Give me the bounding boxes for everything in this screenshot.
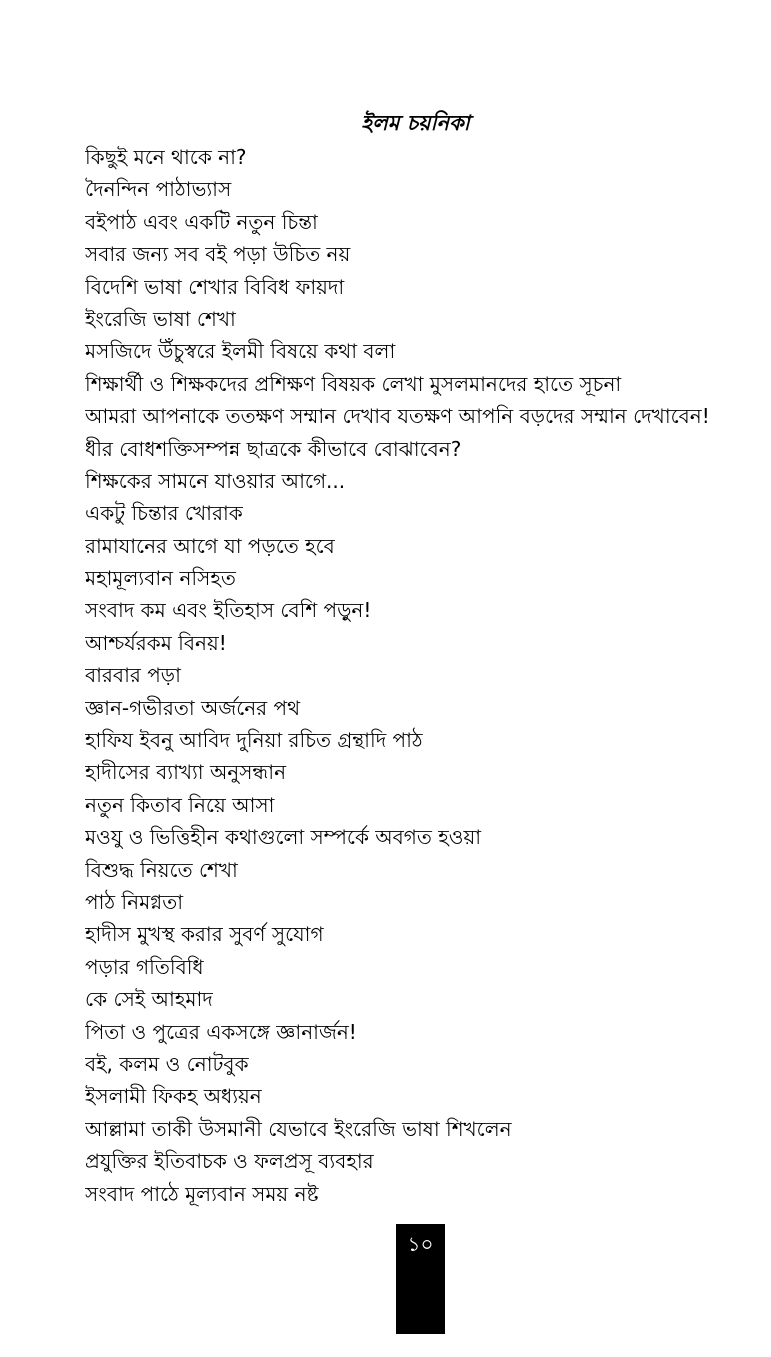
toc-entry: বিশুদ্ধ নিয়তে শেখা [85, 857, 238, 882]
toc-entry: বারবার পড়া [85, 663, 181, 688]
toc-entry: সংবাদ পাঠে মূল্যবান সময় নষ্ট [85, 1181, 319, 1206]
toc-entry: আল্লামা তাকী উসমানী যেভাবে ইংরেজি ভাষা শিখলেন [85, 1116, 512, 1141]
toc-entry: পিতা ও পুত্রের একসঙ্গে জ্ঞানার্জন! [85, 1019, 357, 1044]
toc-entry: আমরা আপনাকে ততক্ষণ সম্মান দেখাব যতক্ষণ আপনি বড়দের সম্মান দেখাবেন! [85, 404, 710, 429]
toc-entry: একটু চিন্তার খোরাক [85, 501, 243, 526]
toc-entry: হাদীস মুখস্থ করার সুবর্ণ সুযোগ [85, 922, 324, 947]
toc-entry: পড়ার গতিবিধি [85, 954, 204, 979]
table-of-contents [85, 141, 765, 1210]
toc-entry: শিক্ষার্থী ও শিক্ষকদের প্রশিক্ষণ বিষয়ক লেখা মুসলমানদের হাতে সূচনা [85, 371, 622, 396]
page-number-tab [396, 1224, 445, 1334]
toc-entry: কে সেই আহমাদ [85, 987, 213, 1012]
toc-entry: মসজিদে উঁচুস্বরে ইলমী বিষয়ে কথা বলা [85, 339, 396, 364]
toc-entry: বিদেশি ভাষা শেখার বিবিধ ফায়দা [85, 274, 345, 299]
toc-entry: কিছুই মনে থাকে না? [85, 145, 247, 169]
toc-entry: বই, কলম ও নোটবুক [85, 1051, 249, 1076]
toc-entry: প্রযুক্তির ইতিবাচক ও ফলপ্রসূ ব্যবহার [85, 1149, 374, 1174]
toc-entry: সবার জন্য সব বই পড়া উচিত নয় [85, 242, 351, 267]
toc-entry: মহামূল্যবান নসিহত [85, 566, 236, 591]
toc-entry: দৈনন্দিন পাঠাভ্যাস [85, 177, 232, 202]
toc-entry: ইংরেজি ভাষা শেখা [85, 306, 236, 331]
page-number: ১০ [407, 1232, 434, 1256]
toc-entry: জ্ঞান-গভীরতা অর্জনের পথ [85, 695, 301, 720]
toc-entry: আশ্চর্যরকম বিনয়! [85, 630, 227, 655]
toc-entry: ইসলামী ফিকহ অধ্যয়ন [85, 1084, 262, 1109]
toc-entry: সংবাদ কম এবং ইতিহাস বেশি পড়ুন! [85, 598, 372, 623]
toc-entry: বইপাঠ এবং একটি নতুন চিন্তা [85, 209, 318, 234]
toc-entry: মওযু ও ভিত্তিহীন কথাগুলো সম্পর্কে অবগত হওয়া [85, 825, 482, 850]
toc-entry: নতুন কিতাব নিয়ে আসা [85, 792, 275, 817]
toc-entry: পাঠ নিমগ্নতা [85, 889, 184, 914]
toc-entry: রামাযানের আগে যা পড়তে হবে [85, 533, 335, 558]
toc-entry: হাফিয ইবনু আবিদ দুনিয়া রচিত গ্রন্থাদি পাঠ [85, 728, 423, 753]
toc-entry: শিক্ষকের সামনে যাওয়ার আগে... [85, 468, 346, 493]
toc-entry: ধীর বোধশক্তিসম্পন্ন ছাত্রকে কীভাবে বোঝাবেন? [85, 436, 462, 461]
running-header: ইলম চয়নিকা [361, 111, 470, 135]
toc-entry: হাদীসের ব্যাখ্যা অনুসন্ধান [85, 760, 287, 785]
